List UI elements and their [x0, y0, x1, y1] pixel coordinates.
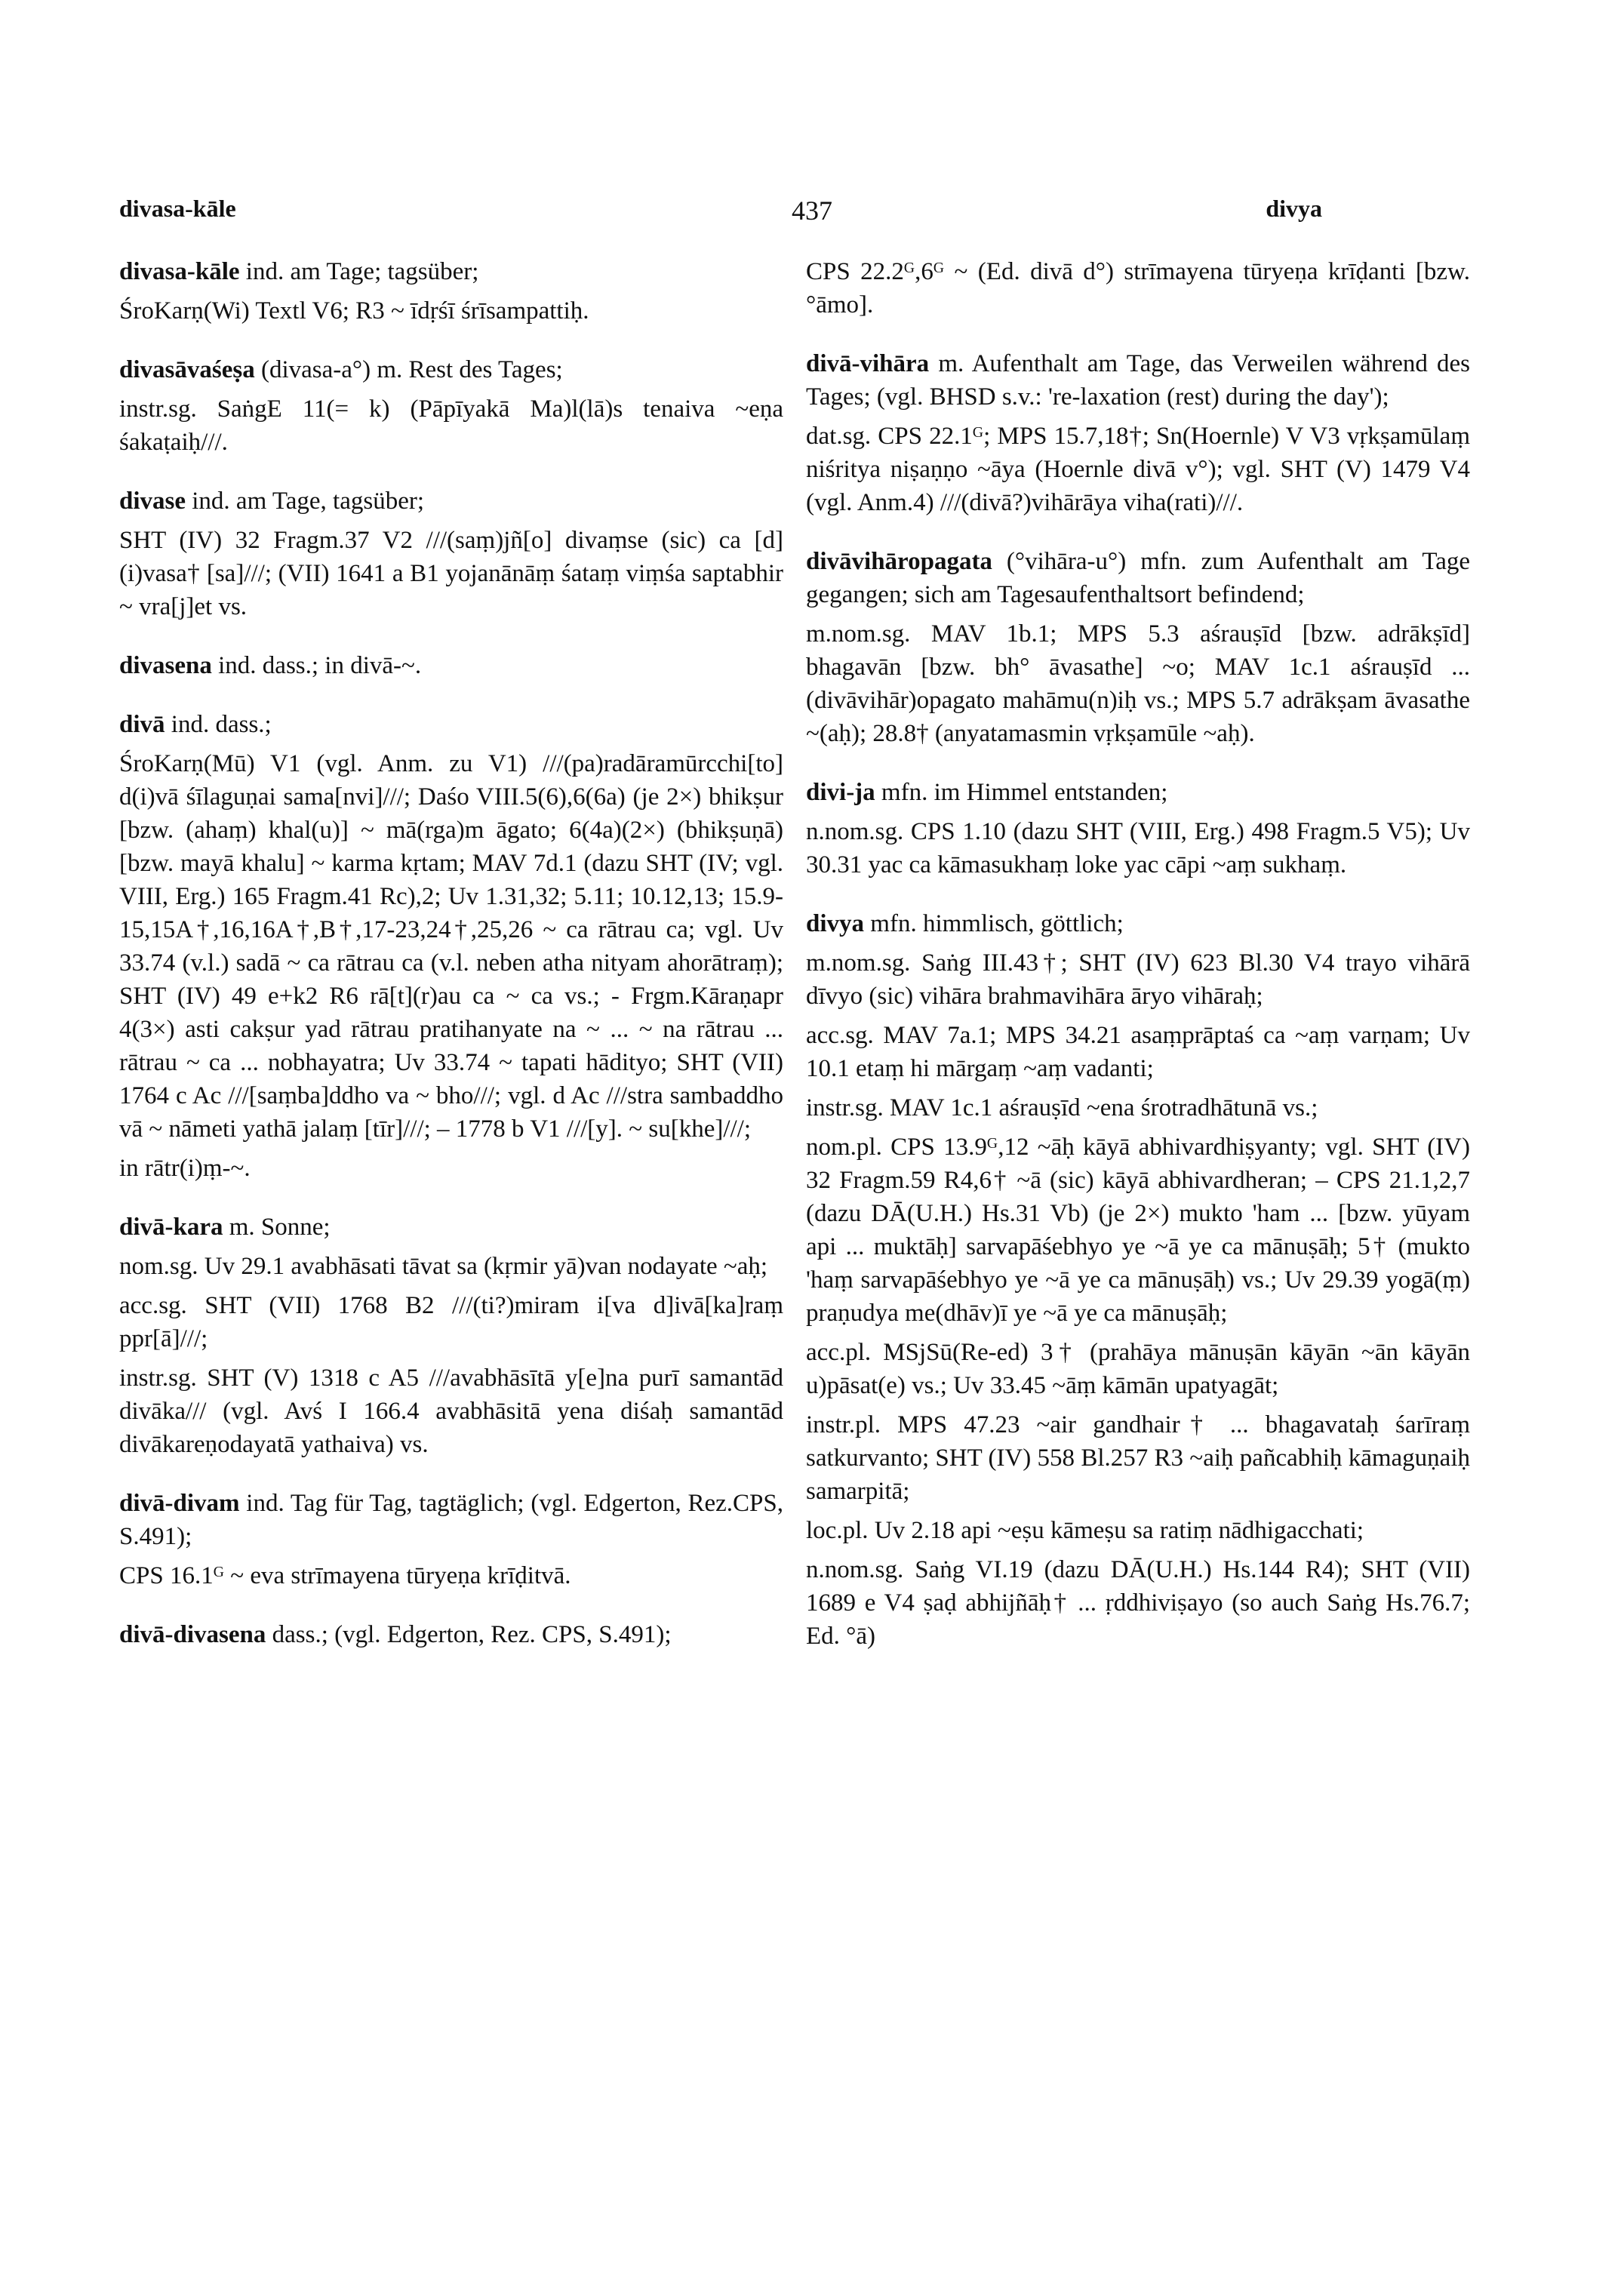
citation-line: acc.sg. MAV 7a.1; MPS 34.21 asaṃprāptaś ca ~aṃ varṇam; Uv 10.1 etaṃ hi mārgaṃ ~aṃ vadanti; [806, 1022, 1470, 1082]
headword: divi-ja [806, 779, 875, 806]
entry-head [119, 649, 783, 682]
citation-line: acc.pl. MSjSū(Re-ed) 3† (prahāya mānuṣān kāyān ~ān kāyān u)pāsat(e) vs.; Uv 33.45 ~āṃ kāmān upatyagāt; [806, 1339, 1470, 1399]
entry-head [119, 353, 783, 386]
headword-gloss: ind. am Tage, tagsüber; [186, 488, 425, 515]
entry-head [119, 485, 783, 518]
dictionary-entry [119, 353, 783, 459]
citation-line: ŚroKarṇ(Wi) Textl V6; R3 ~ īdṛśī śrīsampattiḥ. [119, 297, 589, 325]
right-column [806, 249, 1470, 1678]
dictionary-entry [806, 347, 1470, 519]
headword-gloss: dass.; (vgl. Edgerton, Rez. CPS, S.491); [266, 1621, 672, 1648]
citation-line: CPS 22.2ᴳ,6ᴳ ~ (Ed. divā d°) strīmayena tūryeṇa krīḍanti [bzw. °āmo]. [806, 258, 1470, 318]
entry-head [806, 776, 1470, 809]
citation-line: nom.pl. CPS 13.9ᴳ,12 ~āḥ kāyā abhivardhiṣyanty; vgl. SHT (IV) 32 Fragm.59 R4,6† ~ā (sic) kāyā abhivardheran; – CPS 21.1,2,7 (dazu DĀ(U.H.) Hs.31 Vb) (je 2×) mukto 'ham ... [bzw. yūyam api ... muktāḥ] sarvapāśebhyo ye ~ā ye ca mānuṣāḥ; 5† (mukto 'haṃ sarvapāśebhyo ye ~ā ye ca mānuṣāḥ) vs.; Uv 29.39 yogā(ṃ) praṇudya me(dhāv)ī ye ~ā ye ca mānuṣāḥ; [806, 1134, 1470, 1327]
headword: divā-divam [119, 1490, 240, 1517]
headword-gloss: (divasa-a°) m. Rest des Tages; [254, 356, 563, 383]
headword: divase [119, 488, 186, 515]
citation-line: instr.sg. SHT (V) 1318 c A5 ///avabhāsītā y[e]na purī samantād divāka/// (vgl. Avś I 166.4 avabhāsitā yena diśaḥ samantād divākareṇodayatā yathaiva) vs. [119, 1364, 783, 1458]
dictionary-entry [119, 649, 783, 682]
entry-head [119, 1211, 783, 1244]
citation-line: instr.sg. SaṅgE 11(= k) (Pāpīyakā Ma)l(lā)s tenaiva ~eṇa śakaṭaiḥ///. [119, 395, 783, 456]
running-head-left: divasa-kāle [119, 195, 236, 222]
headword-gloss: ind. am Tage; tagsüber; [239, 258, 479, 285]
citation-line: m.nom.sg. MAV 1b.1; MPS 5.3 aśrauṣīd [bzw. adrākṣīd] bhagavān [bzw. bh° āvasathe] ~o; MAV 1c.1 aśrauṣīd ... (divāvihār)opagato mahāmu(n)iḥ vs.; MPS 5.7 adrākṣam āvasathe ~(aḥ); 28.8† (anyatamasmin vṛkṣamūle ~aḥ). [806, 620, 1470, 747]
citation-line: ŚroKarṇ(Mū) V1 (vgl. Anm. zu V1) ///(pa)radāramūrcchi[to] d(i)vā śīlaguṇai sama[nvi]///; Daśo VIII.5(6),6(6a) (je 2×) bhikṣur [bzw. (ahaṃ) khal(u)] ~ mā(rga)m āgato; 6(4a)(2×) (bhikṣuṇā) [bzw. mayā khalu] ~ karma kṛtam; MAV 7d.1 (dazu SHT (IV; vgl. VIII, Erg.) 165 Fragm.41 Rc),2; Uv 1.31,32; 5.11; 10.12,13; 15.9-15,15A†,16,16A†,B†,17-23,24†,25,26 ~ ca rātrau ca; vgl. Uv 33.74 (v.l.) sadā ~ ca rātrau ca (v.l. neben atha nityam ahorātraṃ); SHT (IV) 49 e+k2 R6 rā[t](r)au ca ~ ca vs.; - Frgm.Kāraṇapr 4(3×) asti cakṣur yad rātrau pratihanyate na ~ ... ~ na rātrau ... rātrau ~ ca ... nobhayatra; Uv 33.74 ~ tapati hādityo; SHT (VII) 1764 c Ac ///[saṃba]ddho va ~ bho///; vgl. d Ac ///stra sambaddho vā ~ nāmeti yathā jalaṃ [tīr]///; – 1778 b V1 ///[y]. ~ su[khe]///; [119, 750, 783, 1143]
entry-head [119, 1618, 783, 1651]
headword-gloss: ind. dass.; in divā-~. [211, 652, 422, 679]
entry-head [119, 708, 783, 741]
running-head-right: divya [1266, 195, 1322, 222]
headword-gloss: m. Aufenthalt am Tage, das Verweilen während des Tages; (vgl. BHSD s.v.: 're-laxation (rest) during the day'); [806, 350, 1470, 411]
citation-line: nom.sg. Uv 29.1 avabhāsati tāvat sa (kṛmir yā)van nodayate ~aḥ; [119, 1253, 768, 1280]
headword: divā [119, 711, 165, 738]
citation-line: acc.sg. SHT (VII) 1768 B2 ///(ti?)miram i[va d]ivā[ka]raṃ ppr[ā]///; [119, 1292, 783, 1352]
dictionary-entry [119, 1487, 783, 1592]
citation-line: dat.sg. CPS 22.1ᴳ; MPS 15.7,18†; Sn(Hoernle) V V3 vṛkṣamūlaṃ niśritya niṣaṇṇo ~āya (Hoernle divā v°); vgl. SHT (V) 1479 V4 (vgl. Anm.4) ///(divā?)vihārāya viha(rati)///. [806, 423, 1470, 516]
headword-gloss: mfn. im Himmel entstanden; [875, 779, 1168, 806]
page-number: 437 [792, 195, 832, 226]
headword: divasāvaśeṣa [119, 356, 255, 383]
entry-head [806, 907, 1470, 940]
left-column [119, 249, 783, 1677]
citation-line: SHT (IV) 32 Fragm.37 V2 ///(saṃ)jñ[o] divaṃse (sic) ca [d](i)vasa† [sa]///; (VII) 1641 a B1 yojanānāṃ śataṃ viṃśa saptabhir ~ vra[j]et vs. [119, 527, 783, 620]
dictionary-entry [806, 776, 1470, 881]
entry-head [119, 1487, 783, 1553]
citation-line: n.nom.sg. Saṅg VI.19 (dazu DĀ(U.H.) Hs.144 R4); SHT (VII) 1689 e V4 ṣaḍ abhijñāḥ† ... ṛddhiviṣayo (so auch Saṅg Hs.76.7; Ed. °ā) [806, 1556, 1470, 1650]
headword: divā-divasena [119, 1621, 266, 1648]
dictionary-entry [806, 545, 1470, 750]
citation-line: loc.pl. Uv 2.18 api ~eṣu kāmeṣu sa ratiṃ nādhigacchati; [806, 1517, 1364, 1544]
citation-line: instr.pl. MPS 47.23 ~air gandhair† ... bhagavataḥ śarīraṃ satkurvanto; SHT (IV) 558 Bl.257 R3 ~aiḥ pañcabhiḥ kāmaguṇaiḥ samarpitā; [806, 1411, 1470, 1505]
citation-line: CPS 16.1ᴳ ~ eva strīmayena tūryeṇa krīḍitvā. [119, 1562, 571, 1589]
entry-head [119, 255, 783, 288]
dictionary-entry [119, 255, 783, 328]
entry-head [806, 545, 1470, 611]
dictionary-entry [119, 1618, 783, 1651]
headword: divā-kara [119, 1214, 223, 1241]
headword: divasa-kāle [119, 258, 240, 285]
headword-gloss: ind. Tag für Tag, tagtäglich; (vgl. Edgerton, Rez.CPS, S.491); [119, 1490, 783, 1550]
headword-gloss: ind. dass.; [165, 711, 272, 738]
dictionary-entry [119, 485, 783, 623]
dictionary-entry [119, 708, 783, 1185]
citation-line: instr.sg. MAV 1c.1 aśrauṣīd ~ena śrotradhātunā vs.; [806, 1094, 1318, 1121]
headword-gloss: mfn. himmlisch, göttlich; [864, 910, 1124, 937]
citation-line: m.nom.sg. Saṅg III.43†; SHT (IV) 623 Bl.30 V4 trayo vihārā dīvyo (sic) vihāra brahmavihāra āryo vihāraḥ; [806, 949, 1470, 1010]
dictionary-entry [806, 255, 1470, 321]
headword: divya [806, 910, 865, 937]
dictionary-entry [119, 1211, 783, 1461]
dictionary-entry [806, 907, 1470, 1653]
headword: divāvihāropagata [806, 548, 992, 575]
headword-gloss: (°vihāra-u°) mfn. zum Aufenthalt am Tage gegangen; sich am Tagesaufenthaltsort befindend; [806, 548, 1470, 608]
headword-gloss: m. Sonne; [223, 1214, 331, 1241]
citation-line: n.nom.sg. CPS 1.10 (dazu SHT (VIII, Erg.) 498 Fragm.5 V5); Uv 30.31 yac ca kāmasukhaṃ loke yac cāpi ~aṃ sukhaṃ. [806, 818, 1470, 878]
headword: divā-vihāra [806, 350, 930, 377]
headword: divasena [119, 652, 212, 679]
entry-head [806, 347, 1470, 414]
citation-line: in rātr(i)ṃ-~. [119, 1155, 251, 1182]
